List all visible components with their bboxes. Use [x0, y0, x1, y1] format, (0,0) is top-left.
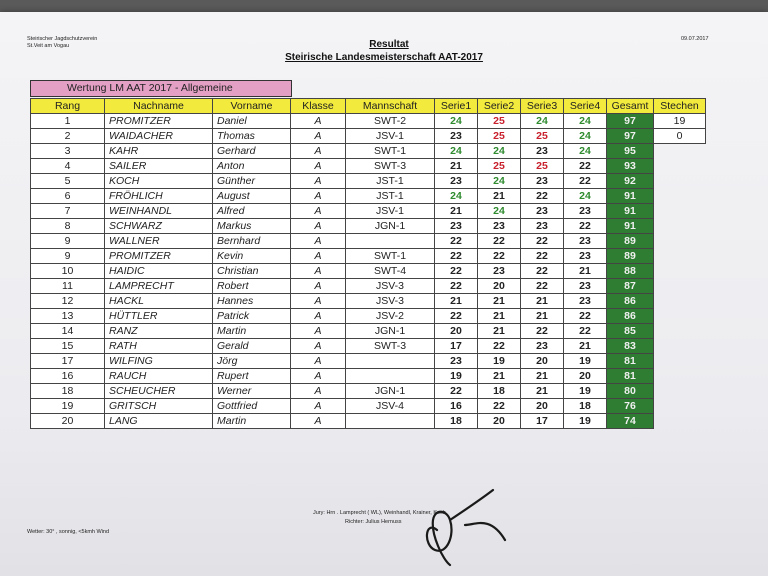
column-header-klasse: Klasse [291, 99, 346, 114]
cell-s1: 20 [435, 324, 478, 339]
cell-gesamt: 91 [607, 204, 654, 219]
club-line-2: St.Veit am Vogau [27, 43, 70, 49]
cell-s3: 25 [521, 129, 564, 144]
cell-s1: 23 [435, 219, 478, 234]
cell-vorname: Werner [213, 384, 291, 399]
cell-klasse: A [291, 279, 346, 294]
cell-nachname: RAUCH [105, 369, 213, 384]
cell-mannschaft: JGN-1 [346, 219, 435, 234]
table-body [31, 114, 706, 429]
table-row [31, 309, 706, 324]
cell-vorname: Alfred [213, 204, 291, 219]
cell-s4: 21 [564, 264, 607, 279]
cell-stechen [654, 144, 706, 159]
cell-vorname: Christian [213, 264, 291, 279]
cell-gesamt: 81 [607, 354, 654, 369]
cell-klasse: A [291, 324, 346, 339]
cell-vorname: Gottfried [213, 399, 291, 414]
cell-s2: 25 [478, 114, 521, 129]
table-row [31, 324, 706, 339]
cell-s3: 22 [521, 279, 564, 294]
cell-mannschaft: JST-1 [346, 174, 435, 189]
cell-gesamt: 81 [607, 369, 654, 384]
column-header-serie1: Serie1 [435, 99, 478, 114]
table-row [31, 294, 706, 309]
jury-text: Jury: Hrn . Lamprecht ( WL), Weinhandl, Krainer, Koch [313, 510, 446, 516]
cell-s1: 16 [435, 399, 478, 414]
cell-mannschaft [346, 234, 435, 249]
cell-nachname: WILFING [105, 354, 213, 369]
cell-s2: 21 [478, 189, 521, 204]
cell-vorname: Martin [213, 324, 291, 339]
table-row [31, 189, 706, 204]
column-header-serie4: Serie4 [564, 99, 607, 114]
cell-s4: 24 [564, 114, 607, 129]
column-header-vorname: Vorname [213, 99, 291, 114]
cell-s4: 23 [564, 249, 607, 264]
cell-s1: 23 [435, 174, 478, 189]
cell-rang: 7 [31, 204, 105, 219]
cell-stechen [654, 189, 706, 204]
wertung-label: Wertung LM AAT 2017 - Allgemeine [30, 80, 292, 97]
cell-s1: 21 [435, 204, 478, 219]
page-subtitle: Steirische Landesmeisterschaft AAT-2017 [285, 52, 483, 63]
cell-stechen [654, 174, 706, 189]
table-row [31, 219, 706, 234]
result-sheet [0, 12, 768, 576]
cell-s4: 22 [564, 159, 607, 174]
cell-rang: 5 [31, 174, 105, 189]
cell-nachname: FRÖHLICH [105, 189, 213, 204]
cell-stechen [654, 279, 706, 294]
cell-s4: 19 [564, 354, 607, 369]
cell-s3: 25 [521, 159, 564, 174]
cell-nachname: KOCH [105, 174, 213, 189]
cell-s4: 22 [564, 324, 607, 339]
cell-stechen [654, 249, 706, 264]
table-row [31, 339, 706, 354]
cell-s2: 24 [478, 204, 521, 219]
cell-s4: 22 [564, 309, 607, 324]
cell-gesamt: 89 [607, 234, 654, 249]
table-row [31, 174, 706, 189]
cell-mannschaft: SWT-1 [346, 249, 435, 264]
cell-stechen [654, 369, 706, 384]
cell-s1: 22 [435, 234, 478, 249]
cell-s4: 22 [564, 174, 607, 189]
cell-s3: 23 [521, 204, 564, 219]
table-row [31, 204, 706, 219]
cell-gesamt: 76 [607, 399, 654, 414]
cell-s2: 24 [478, 144, 521, 159]
cell-stechen [654, 399, 706, 414]
table-row [31, 369, 706, 384]
cell-mannschaft: JST-1 [346, 189, 435, 204]
cell-rang: 20 [31, 414, 105, 429]
cell-mannschaft: JSV-4 [346, 399, 435, 414]
cell-gesamt: 97 [607, 114, 654, 129]
cell-mannschaft: JGN-1 [346, 324, 435, 339]
column-header-serie2: Serie2 [478, 99, 521, 114]
cell-rang: 12 [31, 294, 105, 309]
cell-nachname: GRITSCH [105, 399, 213, 414]
cell-vorname: Bernhard [213, 234, 291, 249]
cell-rang: 6 [31, 189, 105, 204]
cell-mannschaft [346, 414, 435, 429]
cell-gesamt: 89 [607, 249, 654, 264]
cell-vorname: Hannes [213, 294, 291, 309]
cell-s1: 23 [435, 354, 478, 369]
cell-vorname: Günther [213, 174, 291, 189]
cell-gesamt: 88 [607, 264, 654, 279]
cell-s4: 23 [564, 279, 607, 294]
table-row [31, 279, 706, 294]
cell-stechen [654, 294, 706, 309]
cell-klasse: A [291, 384, 346, 399]
cell-klasse: A [291, 309, 346, 324]
cell-nachname: SCHEUCHER [105, 384, 213, 399]
cell-klasse: A [291, 114, 346, 129]
cell-s2: 21 [478, 369, 521, 384]
cell-vorname: Daniel [213, 114, 291, 129]
cell-gesamt: 92 [607, 174, 654, 189]
cell-rang: 3 [31, 144, 105, 159]
table-row [31, 414, 706, 429]
cell-gesamt: 85 [607, 324, 654, 339]
cell-gesamt: 74 [607, 414, 654, 429]
cell-stechen: 19 [654, 114, 706, 129]
cell-s2: 19 [478, 354, 521, 369]
cell-gesamt: 86 [607, 294, 654, 309]
cell-s3: 22 [521, 189, 564, 204]
cell-stechen [654, 384, 706, 399]
cell-s1: 24 [435, 144, 478, 159]
cell-s4: 19 [564, 384, 607, 399]
cell-klasse: A [291, 204, 346, 219]
cell-nachname: RATH [105, 339, 213, 354]
cell-s2: 24 [478, 174, 521, 189]
cell-vorname: Patrick [213, 309, 291, 324]
cell-gesamt: 80 [607, 384, 654, 399]
cell-rang: 15 [31, 339, 105, 354]
cell-s3: 21 [521, 369, 564, 384]
page-title: Resultat [369, 39, 409, 50]
cell-mannschaft: SWT-3 [346, 339, 435, 354]
cell-s1: 22 [435, 279, 478, 294]
cell-klasse: A [291, 414, 346, 429]
cell-s1: 19 [435, 369, 478, 384]
table-row [31, 114, 706, 129]
cell-mannschaft: SWT-1 [346, 144, 435, 159]
cell-rang: 10 [31, 264, 105, 279]
cell-nachname: PROMITZER [105, 114, 213, 129]
cell-mannschaft: JSV-2 [346, 309, 435, 324]
cell-klasse: A [291, 399, 346, 414]
cell-s2: 23 [478, 219, 521, 234]
cell-gesamt: 91 [607, 189, 654, 204]
cell-vorname: Gerhard [213, 144, 291, 159]
cell-mannschaft: SWT-2 [346, 114, 435, 129]
cell-vorname: Thomas [213, 129, 291, 144]
table-row [31, 234, 706, 249]
cell-vorname: Robert [213, 279, 291, 294]
table-row [31, 264, 706, 279]
cell-gesamt: 91 [607, 219, 654, 234]
cell-s1: 18 [435, 414, 478, 429]
table-header-row [31, 99, 706, 114]
cell-s2: 21 [478, 309, 521, 324]
weather-text: Wetter: 30° , sonnig, <5kmh Wind [27, 529, 110, 535]
cell-s2: 20 [478, 414, 521, 429]
cell-s4: 21 [564, 339, 607, 354]
cell-rang: 4 [31, 159, 105, 174]
cell-klasse: A [291, 144, 346, 159]
column-header-mannschaft: Mannschaft [346, 99, 435, 114]
cell-klasse: A [291, 264, 346, 279]
cell-klasse: A [291, 339, 346, 354]
results-table [30, 98, 706, 429]
cell-s3: 23 [521, 219, 564, 234]
cell-nachname: SAILER [105, 159, 213, 174]
cell-s1: 22 [435, 309, 478, 324]
cell-mannschaft: JSV-1 [346, 204, 435, 219]
cell-s4: 20 [564, 369, 607, 384]
cell-nachname: WEINHANDL [105, 204, 213, 219]
cell-s3: 21 [521, 309, 564, 324]
cell-s1: 22 [435, 264, 478, 279]
cell-rang: 2 [31, 129, 105, 144]
cell-stechen [654, 309, 706, 324]
cell-s1: 22 [435, 384, 478, 399]
cell-s3: 20 [521, 354, 564, 369]
cell-s2: 18 [478, 384, 521, 399]
cell-s2: 22 [478, 249, 521, 264]
cell-nachname: LANG [105, 414, 213, 429]
cell-klasse: A [291, 189, 346, 204]
cell-s3: 22 [521, 234, 564, 249]
cell-stechen [654, 354, 706, 369]
cell-stechen [654, 219, 706, 234]
cell-nachname: KAHR [105, 144, 213, 159]
cell-rang: 14 [31, 324, 105, 339]
table-row [31, 129, 706, 144]
cell-s4: 24 [564, 144, 607, 159]
cell-nachname: HÜTTLER [105, 309, 213, 324]
cell-s4: 24 [564, 189, 607, 204]
cell-rang: 19 [31, 399, 105, 414]
cell-gesamt: 83 [607, 339, 654, 354]
cell-s2: 22 [478, 399, 521, 414]
cell-rang: 11 [31, 279, 105, 294]
cell-vorname: Gerald [213, 339, 291, 354]
cell-mannschaft: SWT-4 [346, 264, 435, 279]
table-row [31, 144, 706, 159]
cell-stechen: 0 [654, 129, 706, 144]
cell-nachname: WAIDACHER [105, 129, 213, 144]
cell-stechen [654, 414, 706, 429]
cell-s3: 17 [521, 414, 564, 429]
cell-vorname: Kevin [213, 249, 291, 264]
document-date: 09.07.2017 [681, 36, 709, 42]
cell-klasse: A [291, 369, 346, 384]
column-header-serie3: Serie3 [521, 99, 564, 114]
column-header-gesamt: Gesamt [607, 99, 654, 114]
cell-gesamt: 87 [607, 279, 654, 294]
cell-s2: 22 [478, 339, 521, 354]
cell-s2: 25 [478, 159, 521, 174]
club-line-1: Steirischer Jagdschutzverein [27, 36, 98, 42]
cell-gesamt: 97 [607, 129, 654, 144]
column-header-stechen: Stechen [654, 99, 706, 114]
cell-s1: 23 [435, 129, 478, 144]
cell-s4: 23 [564, 234, 607, 249]
cell-gesamt: 93 [607, 159, 654, 174]
cell-s3: 20 [521, 399, 564, 414]
cell-s3: 24 [521, 114, 564, 129]
cell-stechen [654, 234, 706, 249]
cell-mannschaft: SWT-3 [346, 159, 435, 174]
cell-vorname: Rupert [213, 369, 291, 384]
cell-rang: 1 [31, 114, 105, 129]
cell-vorname: Martin [213, 414, 291, 429]
cell-klasse: A [291, 234, 346, 249]
cell-s3: 21 [521, 384, 564, 399]
cell-mannschaft: JSV-3 [346, 294, 435, 309]
cell-s3: 22 [521, 264, 564, 279]
signature [395, 480, 515, 570]
table-row [31, 399, 706, 414]
cell-s4: 18 [564, 399, 607, 414]
cell-klasse: A [291, 219, 346, 234]
cell-s2: 21 [478, 324, 521, 339]
cell-rang: 9 [31, 234, 105, 249]
cell-stechen [654, 339, 706, 354]
cell-rang: 9 [31, 249, 105, 264]
cell-s3: 23 [521, 339, 564, 354]
cell-mannschaft [346, 369, 435, 384]
cell-s1: 21 [435, 294, 478, 309]
cell-s3: 22 [521, 324, 564, 339]
cell-stechen [654, 159, 706, 174]
cell-s3: 23 [521, 174, 564, 189]
cell-s4: 23 [564, 294, 607, 309]
cell-vorname: August [213, 189, 291, 204]
cell-rang: 13 [31, 309, 105, 324]
cell-rang: 17 [31, 354, 105, 369]
cell-s2: 22 [478, 234, 521, 249]
cell-s3: 23 [521, 144, 564, 159]
cell-s2: 21 [478, 294, 521, 309]
cell-klasse: A [291, 294, 346, 309]
cell-nachname: HACKL [105, 294, 213, 309]
cell-s3: 21 [521, 294, 564, 309]
cell-s4: 19 [564, 414, 607, 429]
richter-text: Richter: Julius Hernuss [345, 519, 402, 525]
cell-nachname: HAIDIC [105, 264, 213, 279]
cell-klasse: A [291, 129, 346, 144]
cell-s1: 22 [435, 249, 478, 264]
cell-s2: 23 [478, 264, 521, 279]
cell-stechen [654, 324, 706, 339]
cell-rang: 18 [31, 384, 105, 399]
cell-rang: 8 [31, 219, 105, 234]
cell-s1: 24 [435, 114, 478, 129]
cell-gesamt: 95 [607, 144, 654, 159]
cell-s2: 20 [478, 279, 521, 294]
cell-mannschaft: JSV-1 [346, 129, 435, 144]
cell-s4: 24 [564, 129, 607, 144]
table-row [31, 249, 706, 264]
cell-rang: 16 [31, 369, 105, 384]
cell-s1: 24 [435, 189, 478, 204]
table-row [31, 384, 706, 399]
table-row [31, 159, 706, 174]
cell-nachname: LAMPRECHT [105, 279, 213, 294]
cell-nachname: RANZ [105, 324, 213, 339]
column-header-rang: Rang [31, 99, 105, 114]
cell-s4: 23 [564, 204, 607, 219]
cell-mannschaft: JGN-1 [346, 384, 435, 399]
table-row [31, 354, 706, 369]
cell-gesamt: 86 [607, 309, 654, 324]
cell-klasse: A [291, 354, 346, 369]
cell-klasse: A [291, 174, 346, 189]
cell-stechen [654, 204, 706, 219]
cell-klasse: A [291, 159, 346, 174]
cell-nachname: PROMITZER [105, 249, 213, 264]
cell-vorname: Markus [213, 219, 291, 234]
cell-s1: 17 [435, 339, 478, 354]
cell-s1: 21 [435, 159, 478, 174]
cell-nachname: SCHWARZ [105, 219, 213, 234]
cell-mannschaft: JSV-3 [346, 279, 435, 294]
cell-vorname: Anton [213, 159, 291, 174]
cell-stechen [654, 264, 706, 279]
cell-vorname: Jörg [213, 354, 291, 369]
cell-nachname: WALLNER [105, 234, 213, 249]
cell-mannschaft [346, 354, 435, 369]
column-header-nachname: Nachname [105, 99, 213, 114]
cell-s2: 25 [478, 129, 521, 144]
cell-klasse: A [291, 249, 346, 264]
cell-s4: 22 [564, 219, 607, 234]
cell-s3: 22 [521, 249, 564, 264]
